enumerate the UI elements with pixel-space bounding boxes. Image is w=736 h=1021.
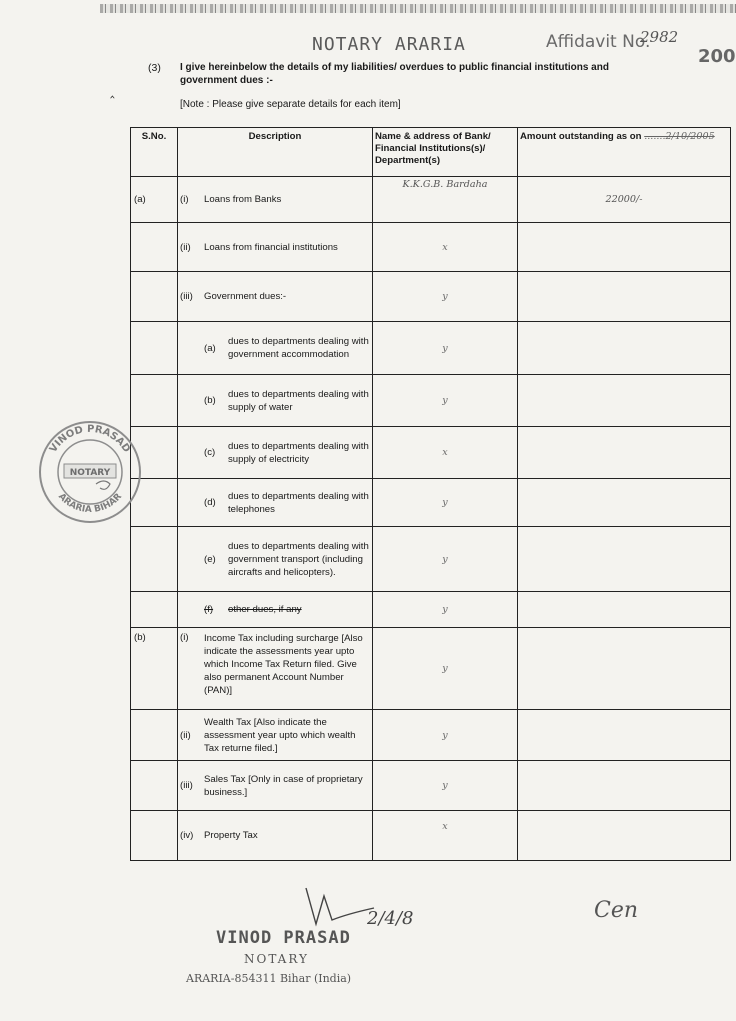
- affidavit-year: 200: [698, 46, 736, 67]
- header-amount-label: Amount outstanding as on: [520, 131, 642, 142]
- table-row: [131, 761, 731, 811]
- table-row: [131, 628, 731, 710]
- notary-address: ARARIA-854311 Bihar (India): [186, 972, 352, 985]
- row-amount: [518, 322, 731, 375]
- row-amount: [518, 811, 731, 861]
- notary-seal-icon: [36, 418, 144, 526]
- row-bank: K.K.G.B. Bardaha: [373, 177, 518, 223]
- row-description: [178, 272, 373, 322]
- row-description: [178, 479, 373, 527]
- row-bank: y: [373, 592, 518, 628]
- row-number: (f): [204, 604, 214, 615]
- liabilities-table: [130, 127, 731, 861]
- row-desc-text: Government dues:-: [204, 291, 287, 302]
- row-bank: y: [373, 375, 518, 427]
- row-sno: [131, 761, 178, 811]
- row-sno: [131, 527, 178, 592]
- row-desc-text: dues to departments dealing with supply of electricity: [228, 440, 369, 465]
- seal-bottom-text: ARARIA BIHAR: [56, 491, 124, 516]
- row-number: (b): [204, 395, 216, 406]
- row-bank: x: [373, 811, 518, 861]
- row-amount: [518, 479, 731, 527]
- row-sno: [131, 223, 178, 272]
- row-description: [178, 427, 373, 479]
- row-desc-text: dues to departments dealing with government transport (including aircrafts and helicopters).: [228, 540, 369, 578]
- table-header-row: [131, 128, 731, 177]
- seal-middle-text: NOTARY: [69, 468, 111, 478]
- header-amount: [518, 128, 731, 177]
- affidavit-number: 2982: [640, 28, 679, 46]
- table-row: [131, 811, 731, 861]
- row-number: (i): [180, 632, 189, 643]
- row-number: (ii): [180, 729, 191, 741]
- row-amount: [518, 527, 731, 592]
- row-number: (i): [180, 194, 189, 205]
- row-amount: [518, 592, 731, 628]
- row-number: (iv): [180, 830, 194, 841]
- row-sno: [131, 272, 178, 322]
- row-sno: [131, 710, 178, 761]
- paragraph-number: (3): [148, 62, 161, 74]
- row-description: [178, 177, 373, 223]
- row-desc-text: dues to departments dealing with telephones: [228, 490, 369, 515]
- row-sno: [131, 592, 178, 628]
- table-row: [131, 322, 731, 375]
- row-desc-text: Income Tax including surcharge [Also indicate the assessments year upto which Income Tax Return filed. Give also permanent Account Number (PAN)]: [204, 633, 363, 696]
- notary-stamp-header: NOTARY ARARIA: [312, 34, 466, 55]
- row-sno: (b): [131, 628, 178, 710]
- row-description: [178, 592, 373, 628]
- row-sno: [131, 322, 178, 375]
- row-sno: [131, 811, 178, 861]
- row-bank: x: [373, 223, 518, 272]
- row-description: [178, 527, 373, 592]
- row-desc-text: Sales Tax [Only in case of proprietary business.]: [204, 773, 363, 798]
- table-row: [131, 177, 731, 223]
- table-row: [131, 223, 731, 272]
- row-amount: [518, 710, 731, 761]
- row-desc-text: Loans from Banks: [204, 194, 282, 205]
- header-sno: S.No.: [131, 128, 178, 177]
- row-description: [178, 322, 373, 375]
- header-bank: Name & address of Bank/ Financial Institutions(s)/ Department(s): [373, 128, 518, 177]
- row-amount: [518, 375, 731, 427]
- signature-initials: Cen: [594, 898, 639, 923]
- table-row: [131, 272, 731, 322]
- paragraph-text: I give hereinbelow the details of my liabilities/ overdues to public financial institutions and government dues :-: [180, 62, 609, 86]
- row-bank: y: [373, 628, 518, 710]
- notary-name: VINOD PRASAD: [216, 928, 351, 948]
- row-bank: y: [373, 527, 518, 592]
- row-desc-text: other dues, if any: [228, 604, 302, 615]
- tick-mark: ‸: [110, 82, 115, 98]
- row-number: (c): [204, 447, 216, 458]
- row-desc-text: Loans from financial institutions: [204, 241, 338, 253]
- row-desc-text: Property Tax: [204, 830, 258, 841]
- row-desc-text: dues to departments dealing with supply of water: [228, 388, 369, 413]
- row-description: [178, 811, 373, 861]
- row-amount: [518, 427, 731, 479]
- row-sno: (a): [131, 177, 178, 223]
- notary-title: NOTARY: [244, 952, 309, 966]
- note-text: [Note : Please give separate details for each item]: [180, 99, 401, 110]
- header-description: Description: [178, 128, 373, 177]
- row-desc-text: Wealth Tax [Also indicate the assessment year upto which wealth Tax returne filed.]: [204, 716, 356, 754]
- table-row: [131, 527, 731, 592]
- row-amount: [518, 272, 731, 322]
- table-row: [131, 592, 731, 628]
- table-row: [131, 427, 731, 479]
- table-row: [131, 375, 731, 427]
- row-desc-text: dues to departments dealing with government accommodation: [228, 336, 369, 360]
- header-amount-date: .......2/10/2005: [644, 131, 715, 142]
- row-amount: [518, 223, 731, 272]
- row-number: (iii): [180, 291, 193, 302]
- row-amount: [518, 628, 731, 710]
- seal-top-text: VINOD PRASAD: [47, 423, 133, 455]
- row-bank: y: [373, 272, 518, 322]
- row-bank: y: [373, 710, 518, 761]
- row-bank: y: [373, 761, 518, 811]
- row-bank: y: [373, 479, 518, 527]
- table-row: [131, 710, 731, 761]
- row-number: (a): [204, 342, 216, 354]
- row-description: [178, 223, 373, 272]
- row-description: [178, 628, 373, 710]
- row-description: [178, 375, 373, 427]
- row-description: [178, 761, 373, 811]
- row-number: (d): [204, 497, 216, 508]
- row-number: (iii): [180, 780, 193, 791]
- scan-edge-noise: [100, 4, 736, 13]
- row-bank: y: [373, 322, 518, 375]
- row-amount: 22000/-: [518, 177, 731, 223]
- row-amount: [518, 761, 731, 811]
- row-description: [178, 710, 373, 761]
- row-number: (e): [204, 553, 216, 565]
- signature-date: 2/4/8: [367, 908, 414, 929]
- row-bank: x: [373, 427, 518, 479]
- row-number: (ii): [180, 241, 191, 253]
- affidavit-label: Affidavit No.: [546, 32, 651, 52]
- table-row: [131, 479, 731, 527]
